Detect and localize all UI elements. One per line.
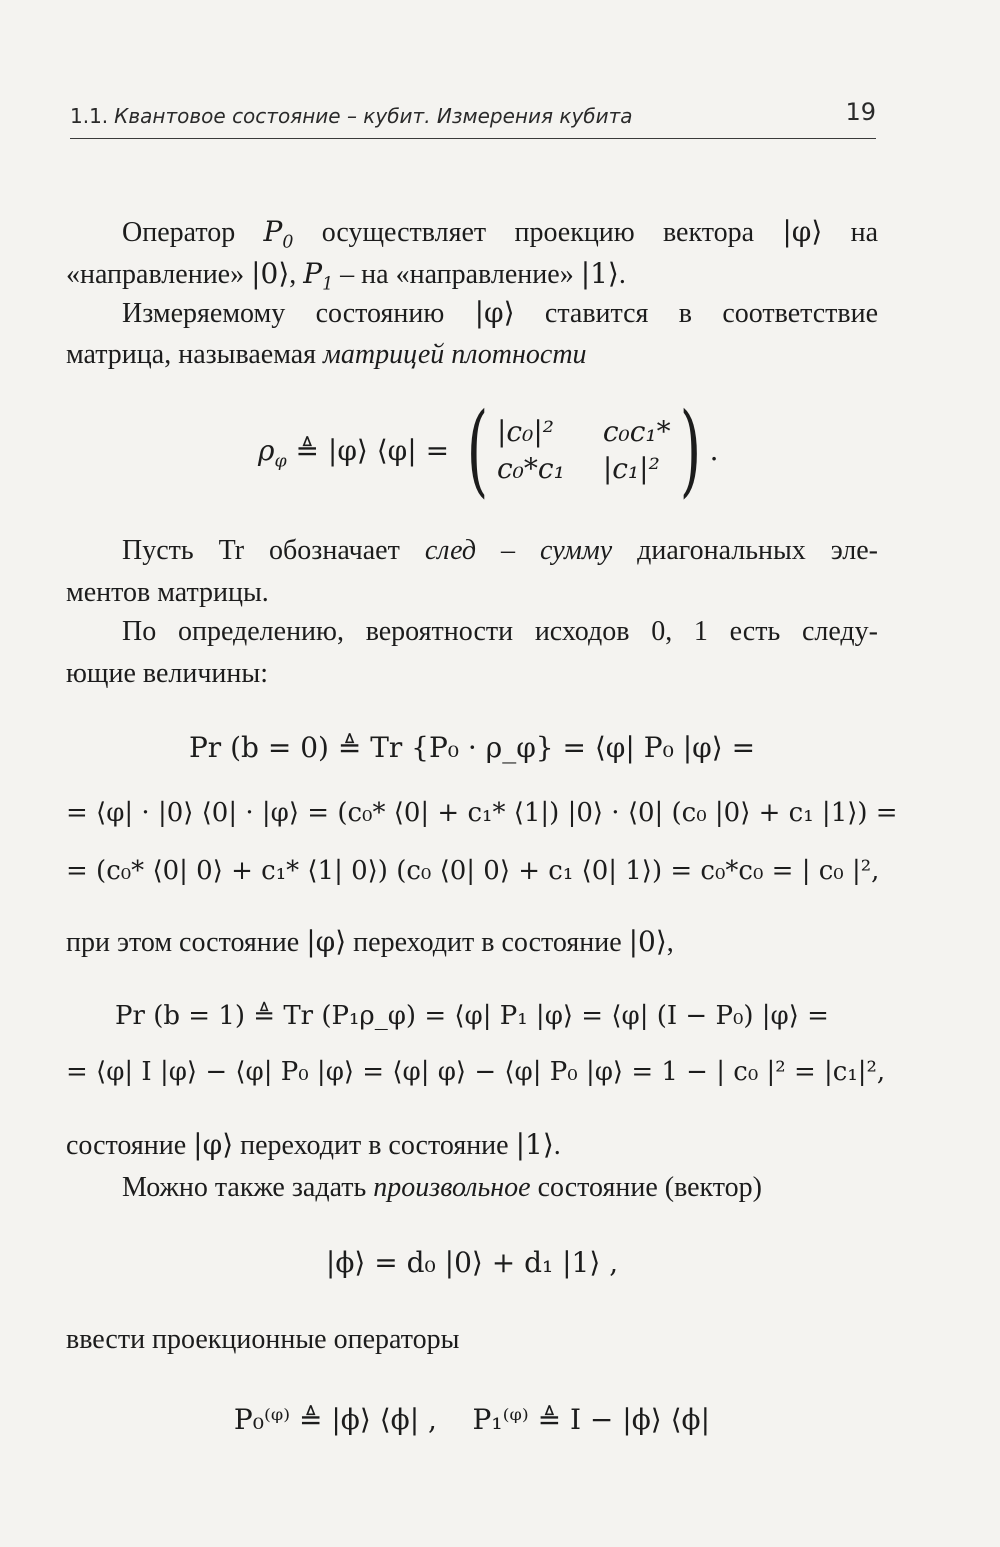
text-fragment: ,: [666, 927, 674, 958]
matrix-2x2: [497, 415, 671, 485]
text-line: [66, 1127, 878, 1164]
left-paren: (: [466, 391, 489, 508]
ket-0: |0⟩: [251, 257, 290, 290]
ket-1: |1⟩: [515, 1128, 554, 1161]
text-fragment: состояние: [66, 1130, 194, 1161]
density-matrix-equation: [258, 391, 719, 508]
operator-P1: $P_1$: [303, 257, 334, 295]
equation-projectors: P₀⁽ᵠ⁾ ≜ |ϕ⟩ ⟨ϕ| , P₁⁽ᵠ⁾ ≜ I − |ϕ⟩ ⟨ϕ|: [233, 1403, 711, 1436]
section-title: Квантовое состояние – кубит. Измерения кубита: [114, 104, 633, 128]
section-heading: [70, 104, 633, 128]
ket-phi: |φ⟩: [193, 1128, 234, 1161]
text-fragment: матрица, называемая: [66, 339, 324, 370]
text-fragment: переходит в состояние: [346, 927, 629, 958]
text-fragment: .: [618, 259, 626, 290]
ket-0: |0⟩: [628, 925, 667, 958]
text-fragment: Измеряемому состоянию: [122, 298, 475, 329]
text-fragment: –: [476, 535, 541, 566]
emphasis-term: след: [424, 535, 477, 566]
text-line: [66, 295, 878, 332]
page-number: 19: [845, 98, 876, 126]
text-line: ющие величины:: [66, 658, 268, 689]
emphasis-term: матрицей плотности: [323, 339, 587, 370]
ket-phi: |φ⟩: [782, 215, 823, 248]
running-header: [70, 96, 876, 139]
section-number: 1.1.: [70, 104, 109, 128]
operator-P0: $P_0$: [263, 215, 294, 253]
ket-phi: |φ⟩: [306, 925, 347, 958]
equation-pr0-line1: Pr (b = 0) ≜ Tr {P₀ · ρ_φ} = ⟨φ| P₀ |φ⟩ =: [188, 731, 756, 764]
text-line: [66, 337, 878, 373]
right-paren: ): [679, 391, 701, 508]
text-line: [66, 256, 878, 293]
ket-1: |1⟩: [580, 257, 619, 290]
text-fragment: осуществляет проекцию вектора: [293, 217, 783, 248]
emphasis-term: сумму: [540, 535, 613, 566]
text-fragment: диагональных эле-: [612, 535, 878, 566]
text-fragment: Пусть Tr обозначает: [122, 535, 425, 566]
text-line: ментов матрицы.: [66, 577, 269, 608]
text-fragment: на: [822, 217, 878, 248]
text-fragment: – на «направление»: [333, 259, 581, 290]
equation-pr0-line3: = (c₀* ⟨0| 0⟩ + c₁* ⟨1| 0⟩) (c₀ ⟨0| 0⟩ + c₁ ⟨0| 1⟩) = c₀*c₀ = | c₀ |²,: [66, 856, 880, 886]
text-fragment: .: [553, 1130, 561, 1161]
text-fragment: «направление»: [66, 259, 252, 290]
text-fragment: Оператор: [122, 217, 264, 248]
text-line: [66, 533, 878, 569]
equation-pr0-line2: = ⟨φ| · |0⟩ ⟨0| · |φ⟩ = (c₀* ⟨0| + c₁* ⟨1|) |0⟩ · ⟨0| (c₀ |0⟩ + c₁ |1⟩) =: [66, 798, 898, 828]
emphasis-term: произвольное: [373, 1172, 531, 1203]
matrix-cell: |c₀|²: [497, 415, 554, 448]
text-line: По определению, вероятности исходов 0, 1 есть следу-: [122, 616, 878, 647]
matrix-cell: c₀c₁*: [602, 415, 671, 448]
text-line: ввести проекционные операторы: [66, 1324, 460, 1355]
equation-text: ≜ |φ⟩ ⟨φ| =: [286, 433, 458, 467]
text-fragment: ставится в соответствие: [514, 298, 878, 329]
text-fragment: ,: [289, 259, 304, 290]
equation-pr1-line1: Pr (b = 1) ≜ Tr (P₁ρ_φ) = ⟨φ| P₁ |φ⟩ = ⟨φ| (I − P₀) |φ⟩ =: [115, 1001, 829, 1031]
text-fragment: Можно также задать: [122, 1172, 374, 1203]
text-line: [66, 924, 878, 961]
matrix-cell: c₀*c₁: [497, 452, 565, 485]
equation-phi-state: |ϕ⟩ = d₀ |0⟩ + d₁ |1⟩ ,: [325, 1246, 619, 1279]
equation-pr1-line2: = ⟨φ| I |φ⟩ − ⟨φ| P₀ |φ⟩ = ⟨φ| φ⟩ − ⟨φ| P₀ |φ⟩ = 1 − | c₀ |² = |c₁|²,: [66, 1057, 886, 1087]
rho-symbol: $\rho_\varphi$: [258, 433, 287, 472]
equation-text: .: [709, 433, 719, 467]
matrix-cell: |c₁|²: [602, 452, 660, 485]
ket-phi: |φ⟩: [474, 296, 515, 329]
text-fragment: состояние (вектор): [530, 1172, 762, 1203]
text-line: [66, 214, 878, 251]
text-line: [66, 1170, 878, 1206]
text-fragment: при этом состояние: [66, 927, 307, 958]
text-fragment: переходит в состояние: [233, 1130, 516, 1161]
